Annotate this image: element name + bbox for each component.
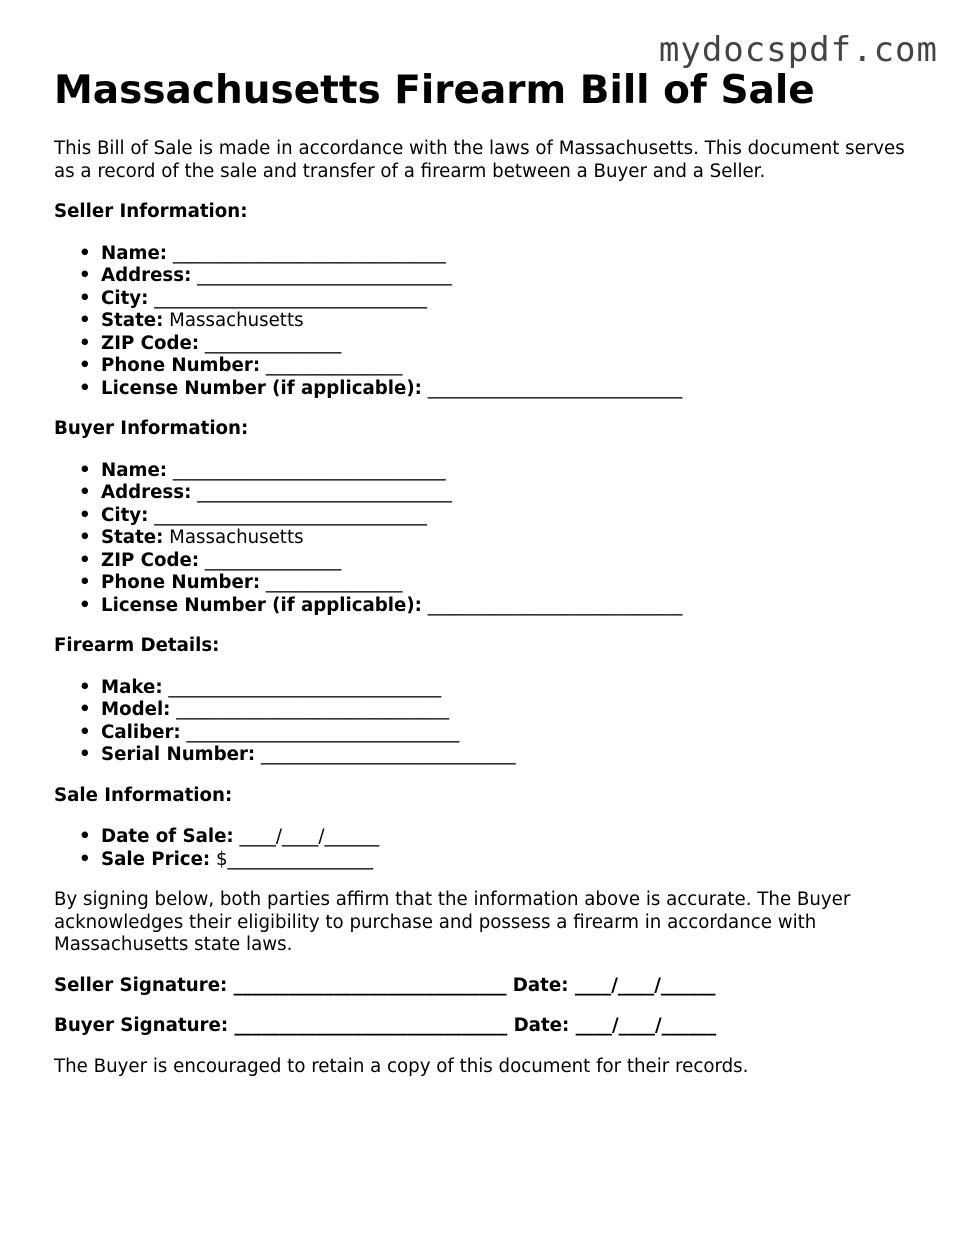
bullet-icon: • <box>79 572 91 593</box>
field-label: Serial Number: <box>101 744 256 765</box>
watermark: mydocspdf.com <box>658 30 938 70</box>
buyer-zip-item <box>79 549 914 573</box>
field-label: ZIP Code: <box>101 332 200 354</box>
buyer-state-item <box>79 527 914 550</box>
sale-info-heading: Sale Information: <box>54 784 233 806</box>
field-label: Name: <box>101 459 168 481</box>
seller-zip-field[interactable]: _______________ <box>199 332 342 354</box>
seller-license-field[interactable]: ____________________________ <box>421 377 683 399</box>
field-label: Caliber: <box>101 721 181 743</box>
seller-state-item <box>79 310 914 333</box>
sale-date-item <box>79 826 914 849</box>
sale-price-field[interactable]: $________________ <box>210 848 374 870</box>
field-label: State: <box>101 527 164 548</box>
seller-state-value: Massachusetts <box>163 310 304 331</box>
bullet-icon: • <box>79 826 91 847</box>
firearm-details-heading: Firearm Details: <box>54 635 220 656</box>
buyer-info-heading: Buyer Information: <box>54 418 249 439</box>
bullet-icon: • <box>79 377 91 399</box>
bullet-icon: • <box>79 355 91 376</box>
document-page <box>54 66 914 1078</box>
bullet-icon: • <box>79 721 91 743</box>
field-label: Address: <box>101 265 192 286</box>
firearm-make-field[interactable]: ______________________________ <box>162 676 442 698</box>
buyer-city-field[interactable]: ______________________________ <box>148 504 428 526</box>
bullet-icon: • <box>79 459 91 481</box>
bullet-icon: • <box>79 242 91 264</box>
seller-phone-item <box>79 355 914 378</box>
seller-address-field[interactable]: ____________________________ <box>191 265 452 286</box>
bullet-icon: • <box>79 744 91 765</box>
seller-zip-item <box>79 332 914 356</box>
bullet-icon: • <box>79 265 91 286</box>
firearm-caliber-item <box>79 721 914 745</box>
field-label: Model: <box>101 699 171 720</box>
field-label: Address: <box>101 482 192 503</box>
seller-address-item <box>79 265 914 288</box>
seller-license-item <box>79 377 914 401</box>
bullet-icon: • <box>79 549 91 571</box>
bullet-icon: • <box>79 332 91 354</box>
field-label: City: <box>101 504 149 526</box>
seller-name-field[interactable]: ______________________________ <box>167 242 446 264</box>
firearm-serial-field[interactable]: ____________________________ <box>255 744 516 765</box>
buyer-name-field[interactable]: ______________________________ <box>167 459 446 481</box>
sale-date-field[interactable]: ____/____/______ <box>233 826 380 847</box>
seller-phone-field[interactable]: _______________ <box>260 355 403 376</box>
buyer-zip-field[interactable]: _______________ <box>199 549 342 571</box>
seller-name-item <box>79 242 914 266</box>
bullet-icon: • <box>79 699 91 720</box>
buyer-address-field[interactable]: ____________________________ <box>191 482 452 503</box>
closing-note: The Buyer is encouraged to retain a copy of this document for their records. <box>54 1055 749 1077</box>
bullet-icon: • <box>79 676 91 698</box>
firearm-model-field[interactable]: ______________________________ <box>170 699 450 720</box>
document-title: Massachusetts Firearm Bill of Sale <box>54 68 815 113</box>
bullet-icon: • <box>79 482 91 503</box>
firearm-model-item <box>79 699 914 722</box>
buyer-license-field[interactable]: ____________________________ <box>421 594 683 616</box>
firearm-caliber-field[interactable]: ______________________________ <box>180 721 460 743</box>
field-label: Phone Number: <box>101 572 261 593</box>
buyer-signature-line[interactable]: Buyer Signature: ______________________________ Date: ____/____/______ <box>54 1015 717 1036</box>
bullet-icon: • <box>79 594 91 616</box>
bullet-icon: • <box>79 287 91 309</box>
buyer-city-item <box>79 504 914 528</box>
seller-city-item <box>79 287 914 311</box>
sale-price-item <box>79 848 914 872</box>
bullet-icon: • <box>79 848 91 870</box>
buyer-phone-field[interactable]: _______________ <box>260 572 403 593</box>
buyer-address-item <box>79 482 914 505</box>
field-label: State: <box>101 310 164 331</box>
bullet-icon: • <box>79 527 91 548</box>
field-label: Date of Sale: <box>101 826 234 847</box>
intro-paragraph: This Bill of Sale is made in accordance with the laws of Massachusetts. This document serves as a record of the sale and transfer of a firearm between a Buyer and a Seller. <box>54 138 905 182</box>
seller-info-heading: Seller Information: <box>54 201 248 222</box>
affirmation-paragraph: By signing below, both parties affirm that the information above is accurate. The Buyer acknowledges their eligibility to purchase and possess a firearm in accordance with Massachusetts state laws. <box>54 889 851 955</box>
buyer-state-value: Massachusetts <box>163 527 304 548</box>
bullet-icon: • <box>79 310 91 331</box>
buyer-license-item <box>79 594 914 618</box>
buyer-phone-item <box>79 572 914 595</box>
seller-city-field[interactable]: ______________________________ <box>148 287 428 309</box>
field-label: Make: <box>101 676 163 698</box>
field-label: City: <box>101 287 149 309</box>
bullet-icon: • <box>79 504 91 526</box>
sale-info-list <box>54 826 914 871</box>
firearm-serial-item <box>79 744 914 767</box>
field-label: Sale Price: <box>101 848 211 870</box>
buyer-info-list <box>54 460 914 618</box>
field-label: Phone Number: <box>101 355 261 376</box>
firearm-details-list <box>54 677 914 767</box>
firearm-make-item <box>79 676 914 700</box>
field-label: Name: <box>101 242 168 264</box>
seller-info-list <box>54 243 914 401</box>
field-label: License Number (if applicable): <box>101 377 422 399</box>
field-label: ZIP Code: <box>101 549 200 571</box>
field-label: License Number (if applicable): <box>101 594 422 616</box>
buyer-name-item <box>79 459 914 483</box>
seller-signature-line[interactable]: Seller Signature: ______________________________ Date: ____/____/______ <box>54 974 716 996</box>
